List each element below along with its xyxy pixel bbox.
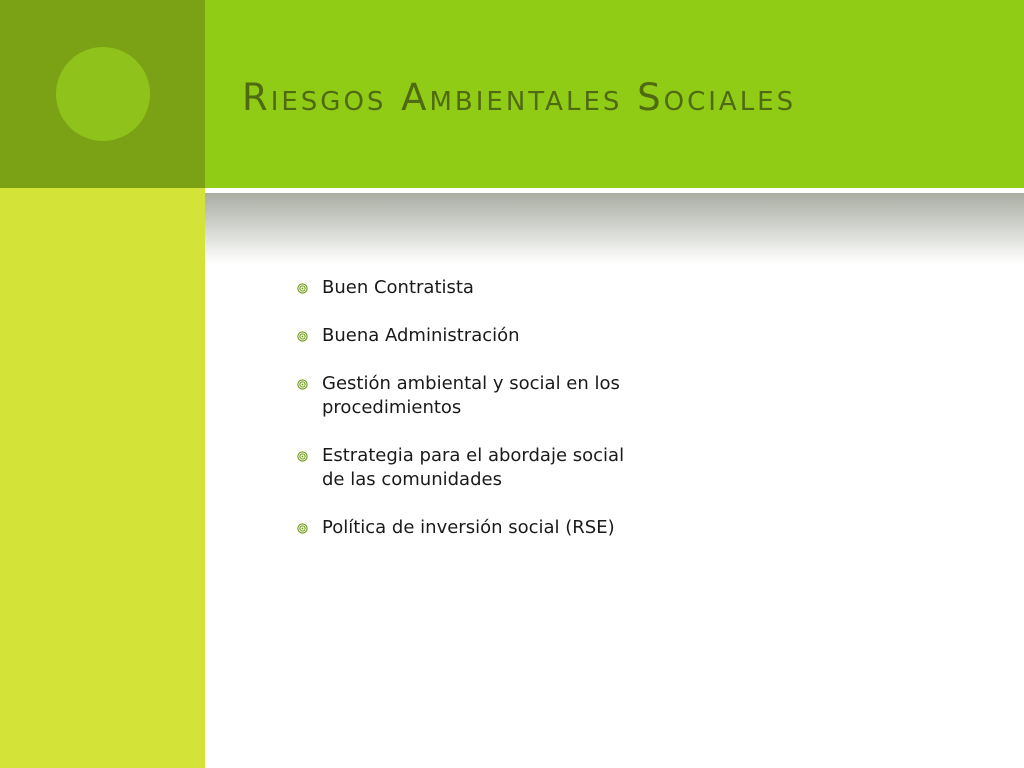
bullet-text: Buena Administración — [322, 325, 520, 346]
bullet-item — [297, 516, 627, 540]
bullet-item — [297, 276, 627, 300]
target-bullet-icon — [297, 523, 308, 534]
target-bullet-icon — [297, 379, 308, 390]
target-bullet-icon — [297, 283, 308, 294]
bullet-list — [297, 276, 627, 564]
target-bullet-icon — [297, 331, 308, 342]
bullet-item — [297, 324, 627, 348]
bullet-item — [297, 372, 627, 420]
target-bullet-icon — [297, 451, 308, 462]
bullet-item — [297, 444, 627, 492]
corner-block — [0, 0, 205, 188]
shadow-band — [205, 193, 1024, 265]
slide-title: Riesgos Ambientales Sociales — [242, 76, 797, 119]
bullet-text: Política de inversión social (RSE) — [322, 517, 615, 538]
bullet-text: Estrategia para el abordaje social de las comunidades — [322, 445, 625, 490]
bullet-text: Buen Contratista — [322, 277, 474, 298]
bullet-text: Gestión ambiental y social en los procedimientos — [322, 373, 620, 418]
decorative-circle — [56, 47, 150, 141]
left-sidebar-bar — [0, 188, 205, 768]
